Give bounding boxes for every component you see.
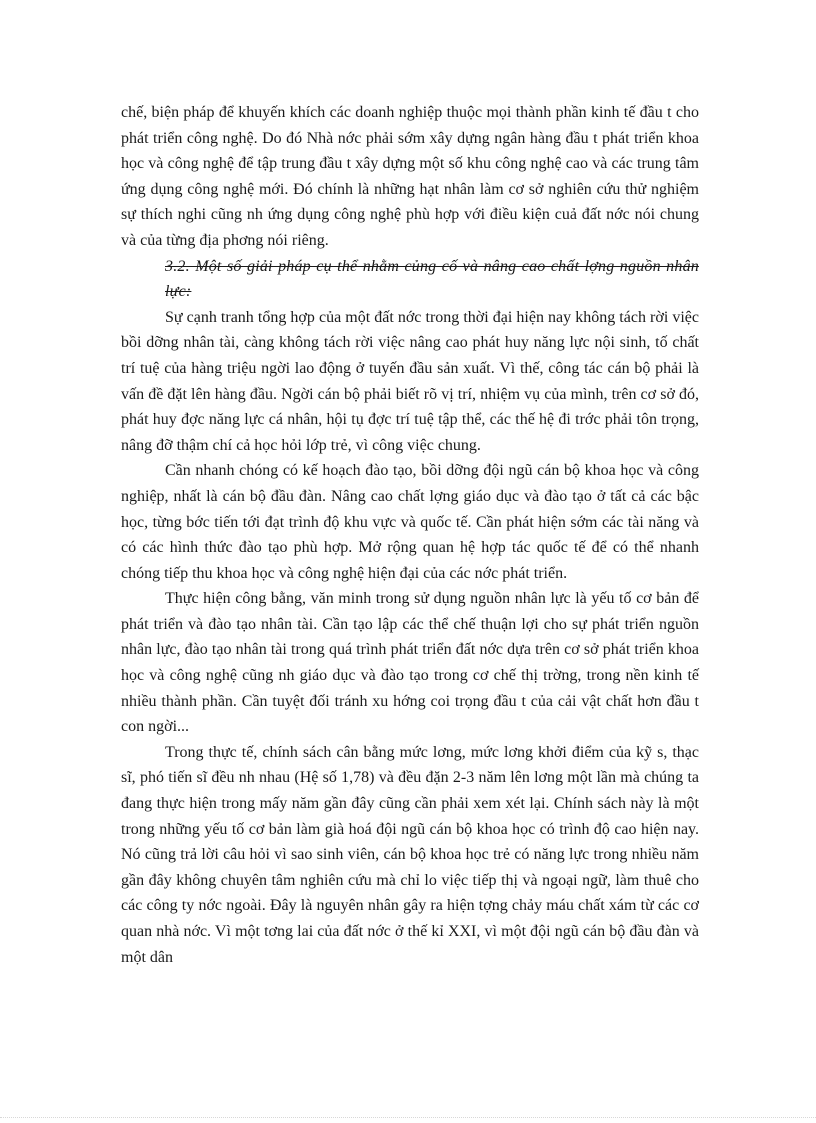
paragraph-competition: Sự cạnh tranh tổng hợp của một đất nớc trong thời đại hiện nay không tách rời việc bồi dỡng nhân tài, càng không tách rời việc nâng cao phát huy năng lực nội sinh, tố chất trí tuệ của hàng triệu ngời lao động ở tuyến đầu sản xuất. Vì thế, công tác cán bộ phải là vấn đề đặt lên hàng đầu. Ngời cán bộ phải biết rõ vị trí, nhiệm vụ của mình, trên cơ sở đó, phát huy đợc năng lực cá nhân, hội tụ đợc trí tuệ tập thể, các thế hệ đi trớc phải tôn trọng, nâng đỡ thậm chí cả học hỏi lớp trẻ, vì công việc chung.: [121, 308, 699, 454]
paragraph-salary-policy: Trong thực tế, chính sách cân bằng mức lơng, mức lơng khởi điểm của kỹ s, thạc sĩ, phó tiến sĩ đều nh nhau (Hệ số 1,78) và đều đặn 2-3 năm lên lơng một lần mà chúng ta đang thực hiện trong mấy năm gần đây cũng cần phải xem xét lại. Chính sách này là một trong những yếu tố cơ bản làm già hoá đội ngũ cán bộ khoa học có trình độ cao hiện nay. Nó cũng trả lời câu hỏi vì sao sinh viên, cán bộ khoa học trẻ có năng lực trong nhiều năm gần đây không chuyên tâm nghiên cứu mà chỉ lo việc tiếp thị và ngoại ngữ, làm thuê cho các công ty nớc ngoài. Đây là nguyên nhân gây ra hiện tợng chảy máu chất xám từ các cơ quan nhà nớc. Vì một tơng lai của đất nớc ở thế kỉ XXI, vì một đội ngũ cán bộ đầu đàn và một dân: [121, 743, 699, 966]
text-column: [121, 100, 699, 970]
paragraph-training-plan: Cần nhanh chóng có kế hoạch đào tạo, bồi dỡng đội ngũ cán bộ khoa học và công nghiệp, nhất là cán bộ đầu đàn. Nâng cao chất lợng giáo dục và đào tạo ở tất cả các bậc học, từng bớc tiến tới đạt trình độ khu vực và quốc tế. Cần phát hiện sớm các tài năng và có các hình thức đào tạo phù hợp. Mở rộng quan hệ hợp tác quốc tế để có thể nhanh chóng tiếp thu khoa học và công nghệ hiện đại của các nớc phát triển.: [121, 462, 699, 582]
paragraph-intro-continuation: chế, biện pháp để khuyến khích các doanh nghiệp thuộc mọi thành phần kinh tế đầu t cho phát triển công nghệ. Do đó Nhà nớc phải sớm xây dựng ngân hàng đầu t phát triển khoa học và công nghệ để tập trung đầu t xây dựng một số khu công nghệ cao và các trung tâm ứng dụng công nghệ mới. Đó chính là những hạt nhân làm cơ sở nghiên cứu thử nghiệm sự thích nghi cũng nh ứng dụng công nghệ phù hợp với điều kiện cuả đất nớc nói chung và của từng địa phơng nói riêng.: [121, 104, 699, 249]
section-heading-3-2: 3.2. Một số giải pháp cụ thể nhằm củng cố và nâng cao chất lợng nguồn nhân lực:: [165, 257, 699, 301]
paragraph-fairness: Thực hiện công bằng, văn minh trong sử dụng nguồn nhân lực là yếu tố cơ bản để phát triển và đào tạo nhân tài. Cần tạo lập các thể chế thuận lợi cho sự phát triển nguồn nhân lực, đào tạo nhân tài trong quá trình phát triển đất nớc dựa trên cơ sở phát triển khoa học và công nghệ cũng nh giáo dục và đào tạo trong cơ chế thị trờng, trong nền kinh tế nhiều thành phần. Cần tuyệt đối tránh xu hớng coi trọng đầu t của cải vật chất hơn đầu t con ngời...: [121, 590, 699, 736]
page-bottom-rule: [0, 1117, 816, 1118]
